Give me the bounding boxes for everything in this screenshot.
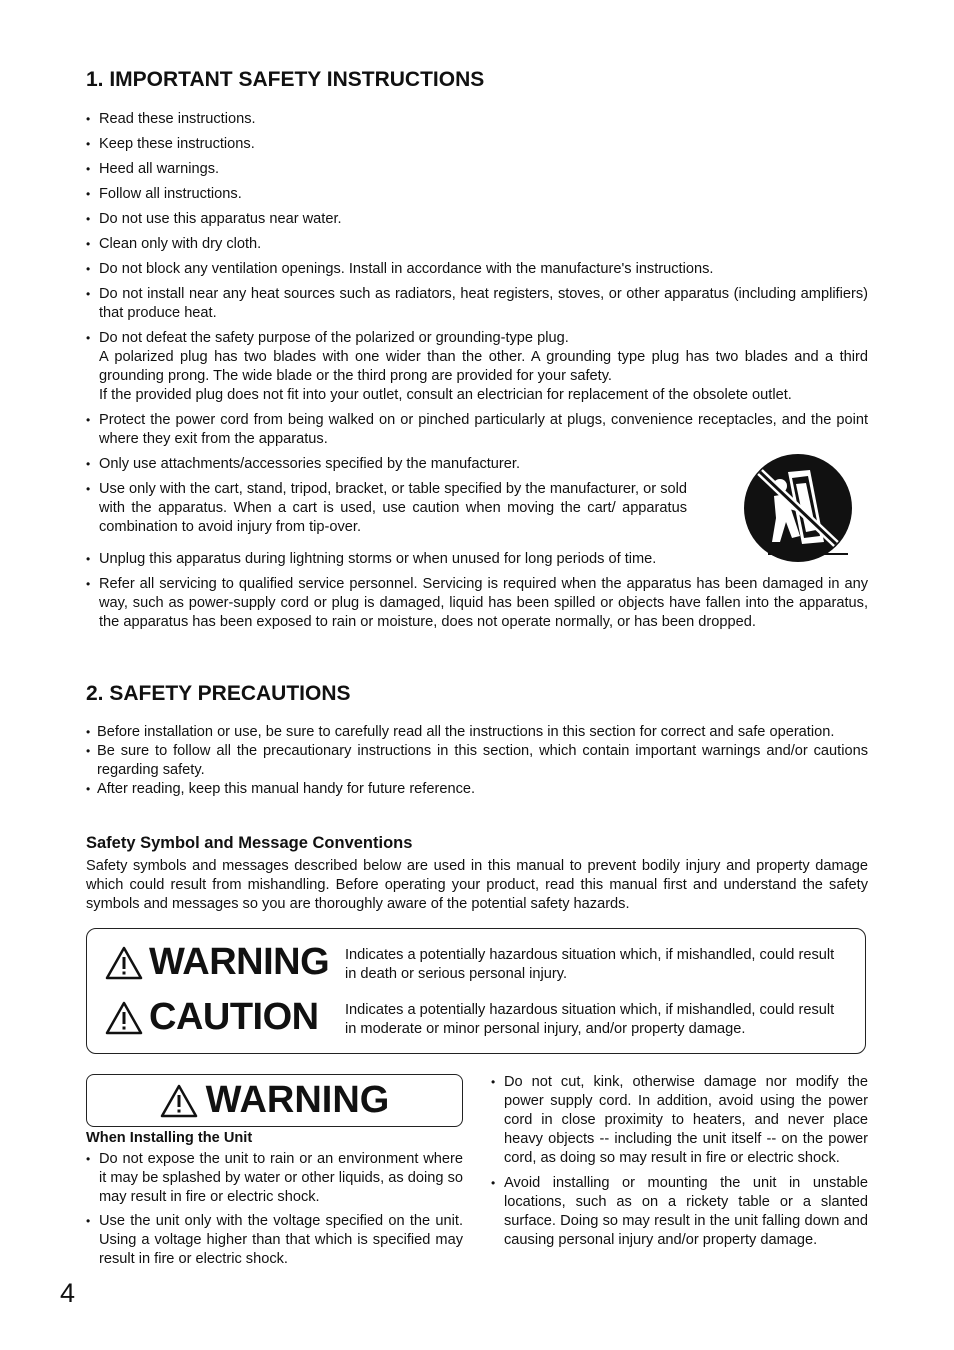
warning-description: Indicates a potentially hazardous situation which, if mishandled, could result in death or serious personal injury. — [345, 947, 835, 982]
list-item: • Do not expose the unit to rain or an environment where it may be splashed by water or other liquids, as doing so may result in fire or electric shock. — [86, 1150, 463, 1207]
safety-symbol-box — [86, 928, 866, 1054]
warning-label: WARNING — [149, 941, 330, 983]
warning-triangle-icon — [160, 1084, 198, 1118]
warning-symbol — [105, 941, 329, 984]
warning-banner-label: WARNING — [205, 1079, 390, 1121]
caution-triangle-icon — [105, 1001, 143, 1035]
list-item: • Unplug this apparatus during lightning storms or when unused for long periods of time. — [86, 550, 868, 569]
warning-triangle-icon — [105, 946, 143, 980]
list-item: • Follow all instructions. — [86, 185, 868, 204]
plug-sub-1: A polarized plug has two blades with one wider than the other. A grounding type plug has two blades and a third grounding prong. The wide blade or the third prong are provided for your safety. — [99, 349, 868, 384]
caution-label: CAUTION — [149, 996, 319, 1038]
list-item: • Do not install near any heat sources such as radiators, heat registers, stoves, or other apparatus (including amplifiers) that produce heat. — [86, 285, 868, 323]
list-item: • Use the unit only with the voltage specified on the unit. Using a voltage higher than that which is specified may result in fire or electric shock. — [86, 1212, 463, 1269]
page-number: 4 — [60, 1278, 76, 1308]
section2-title: 2. SAFETY PRECAUTIONS — [86, 682, 351, 705]
conventions-text: Safety symbols and messages described below are used in this manual to prevent bodily injury and property damage which could result from mishandling. Before operating your product, read this manual first and understand the safety symbols and messages so you are thoroughly aware of the potential safety hazards. — [86, 858, 868, 912]
list-item: • Avoid installing or mounting the unit in unstable locations, such as on a rickety table or a slanted surface. Doing so may result in the unit falling down and causing personal injury and/or property damage. — [491, 1174, 868, 1250]
plug-main: • Do not defeat the safety purpose of the polarized or grounding-type plug. — [99, 330, 569, 346]
list-item: • Protect the power cord from being walked on or pinched particularly at plugs, convenience receptacles, and the point where they exit from the apparatus. — [86, 411, 868, 449]
warning-right-list — [491, 1073, 868, 1250]
installing-heading: When Installing the Unit — [86, 1130, 253, 1146]
list-item: • Read these instructions. — [86, 110, 868, 129]
list-item-plug — [86, 329, 868, 405]
list-item: • Do not block any ventilation openings. Install in accordance with the manufacture's instructions. — [86, 260, 868, 279]
safety-precautions-list — [86, 723, 868, 799]
list-item: • Keep these instructions. — [86, 135, 868, 154]
list-item: • Heed all warnings. — [86, 160, 868, 179]
warning-banner — [86, 1074, 463, 1127]
caution-description: Indicates a potentially hazardous situation which, if mishandled, could result in moderate or minor personal injury, and/or property damage. — [345, 1002, 835, 1037]
plug-sub-2: If the provided plug does not fit into your outlet, consult an electrician for replacement of the obsolete outlet. — [99, 387, 792, 403]
list-item: • Only use attachments/accessories specified by the manufacturer. — [86, 455, 868, 474]
list-item: • Refer all servicing to qualified service personnel. Servicing is required when the apparatus has been damaged in any way, such as power-supply cord or plug is damaged, liquid has been spilled or objects have fallen into the apparatus, the apparatus has been exposed to rain or moisture, does not operate normally, or has been dropped. — [86, 575, 868, 632]
cart-tip-over-icon — [740, 452, 856, 562]
list-item: • Clean only with dry cloth. — [86, 235, 868, 254]
section1-title: 1. IMPORTANT SAFETY INSTRUCTIONS — [86, 68, 485, 91]
list-item-cart: • Use only with the cart, stand, tripod, bracket, or table specified by the manufacturer, or sold with the apparatus. When a cart is used, use caution when moving the cart/ apparatus combination to avoid injury from tip-over. — [86, 480, 687, 537]
caution-symbol — [105, 996, 319, 1039]
list-item: • Be sure to follow all the precautionary instructions in this section, which contain important warnings and/or cautions regarding safety. — [86, 742, 868, 780]
list-item: • After reading, keep this manual handy for future reference. — [86, 780, 868, 799]
warning-left-list — [86, 1150, 463, 1269]
list-item: • Do not cut, kink, otherwise damage nor modify the power supply cord. In addition, avoid using the power cord in close proximity to heaters, and never place heavy objects -- including the unit itself -- on the power cord, as doing so may result in fire or electric shock. — [491, 1073, 868, 1168]
list-item: • Before installation or use, be sure to carefully read all the instructions in this section for correct and safe operation. — [86, 723, 868, 742]
list-item: • Do not use this apparatus near water. — [86, 210, 868, 229]
conventions-heading: Safety Symbol and Message Conventions — [86, 834, 413, 852]
